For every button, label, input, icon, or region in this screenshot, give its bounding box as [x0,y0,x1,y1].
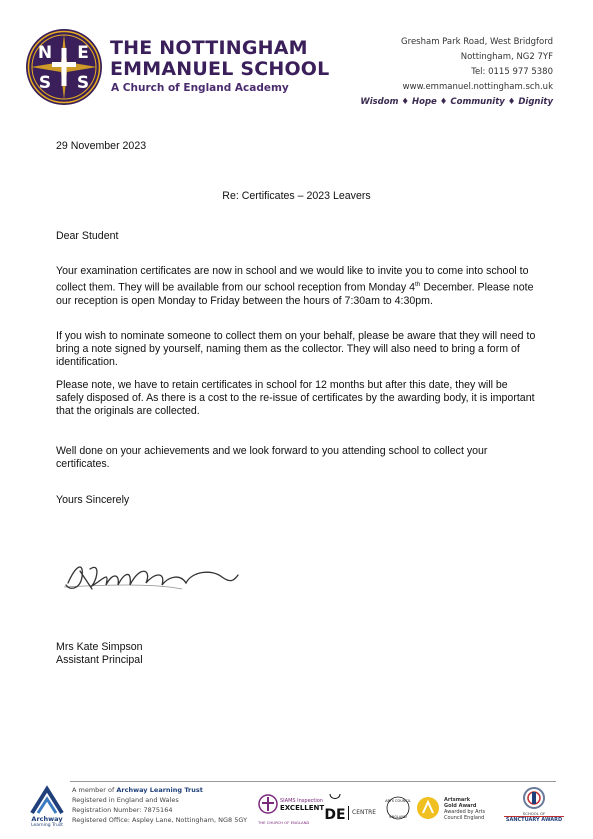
letter-salutation: Dear Student [56,230,119,242]
school-name-line2: EMMANUEL SCHOOL [110,58,330,80]
letter-paragraph-1 [56,265,536,308]
artsmark-title: Artsmark [444,797,471,803]
school-address [360,35,553,110]
siams-grade: EXCELLENT [280,804,325,812]
logo-letter-n: N [37,43,53,63]
svg-text:DE: DE [324,807,346,822]
svg-text:ARTS COUNCIL: ARTS COUNCIL [385,799,411,803]
artsmark-text [444,797,485,821]
value-dignity: Dignity [518,97,553,107]
dofe-centre-label: CENTRE [352,809,377,816]
church-of-england-logo [258,794,278,820]
signatory-name: Mrs Kate Simpson [56,641,143,653]
phone-number: Tel: 0115 977 5380 [471,67,553,77]
svg-text:Archway: Archway [31,815,63,823]
arts-council-logo [384,794,412,822]
dofe-divider [348,806,349,820]
archway-logo [28,783,66,827]
letter-subject: Re: Certificates – 2023 Leavers [222,190,371,202]
footer-divider [70,781,556,782]
school-values [360,95,553,110]
trust-membership [72,785,247,795]
para1-superscript: th [414,281,421,288]
sanctuary-line2: SANCTUARY AWARD [505,817,563,823]
logo-letter-s: S [38,73,52,93]
school-name-line1: THE NOTTINGHAM [110,37,308,59]
value-separator: ♦ [439,97,448,107]
logo-letter-s2: S [76,73,90,93]
trust-info [72,785,247,825]
trust-prefix: A member of [72,786,117,794]
address-line1: Gresham Park Road, West Bridgford [401,37,553,47]
value-wisdom: Wisdom [360,97,399,107]
svg-text:ENGLAND: ENGLAND [389,815,407,819]
school-subtitle: A Church of England Academy [111,82,289,94]
school-name [110,38,329,80]
church-label: THE CHURCH OF ENGLAND [258,820,310,825]
school-logo [25,28,103,106]
siams-badge [280,798,324,813]
svg-text:Learning Trust: Learning Trust [31,823,63,827]
value-community: Community [450,97,505,107]
value-separator: ♦ [401,97,410,107]
logo-letter-e: E [77,43,89,63]
signatory-role: Assistant Principal [56,654,143,666]
letter-paragraph-4: Well done on your achievements and we look forward to you attending school to collect your certificates. [56,445,488,470]
dofe-logo [324,792,346,822]
trust-registered: Registered in England and Wales [72,796,179,804]
letter-closing: Yours Sincerely [56,494,130,506]
letter-paragraph-2: If you wish to nominate someone to collect them on your behalf, please be aware that they will need to bring a note signed by yourself, naming them as the collector. They will also need to bring a form of identification. [56,330,536,368]
sanctuary-text [504,811,564,823]
trust-office: Registered Office: Aspley Lane, Nottingham, NG8 5GY [72,816,248,824]
para1-text-a: Your examination certificates are now in school and we would like to invite you to come into school to collect them. They will be available from our school reception from Monday 4 [56,265,529,294]
siams-label: SIAMS Inspection [280,798,323,804]
sanctuary-logo [520,786,548,810]
address-line2: Nottingham, NG2 7YF [460,52,553,62]
sanctuary-line1: SCHOOL OF [522,811,546,816]
para1-text-b: December. Please note our reception is open Monday to Friday between the hours of 7:30am to 4:30pm. [56,281,534,307]
artsmark-awarded: Awarded by Arts [444,809,486,815]
artsmark-council: Council England [444,815,485,821]
trust-reg-number: Registration Number: 7875164 [72,806,173,814]
artsmark-award: Gold Award [444,803,477,809]
website-link[interactable]: www.emmanuel.nottingham.sch.uk [402,82,553,92]
trust-name: Archway Learning Trust [116,786,203,794]
letter-date: 29 November 2023 [56,140,147,152]
handwritten-signature [62,555,242,597]
value-hope: Hope [412,97,437,107]
letter-paragraph-3: Please note, we have to retain certificates in school for 12 months but after this date, they will be safely disposed of. As there is a cost to the re-issue of certificates by the awarding body, it is important that the originals are collected. [56,379,535,417]
artsmark-logo [416,796,440,820]
value-separator: ♦ [507,97,516,107]
